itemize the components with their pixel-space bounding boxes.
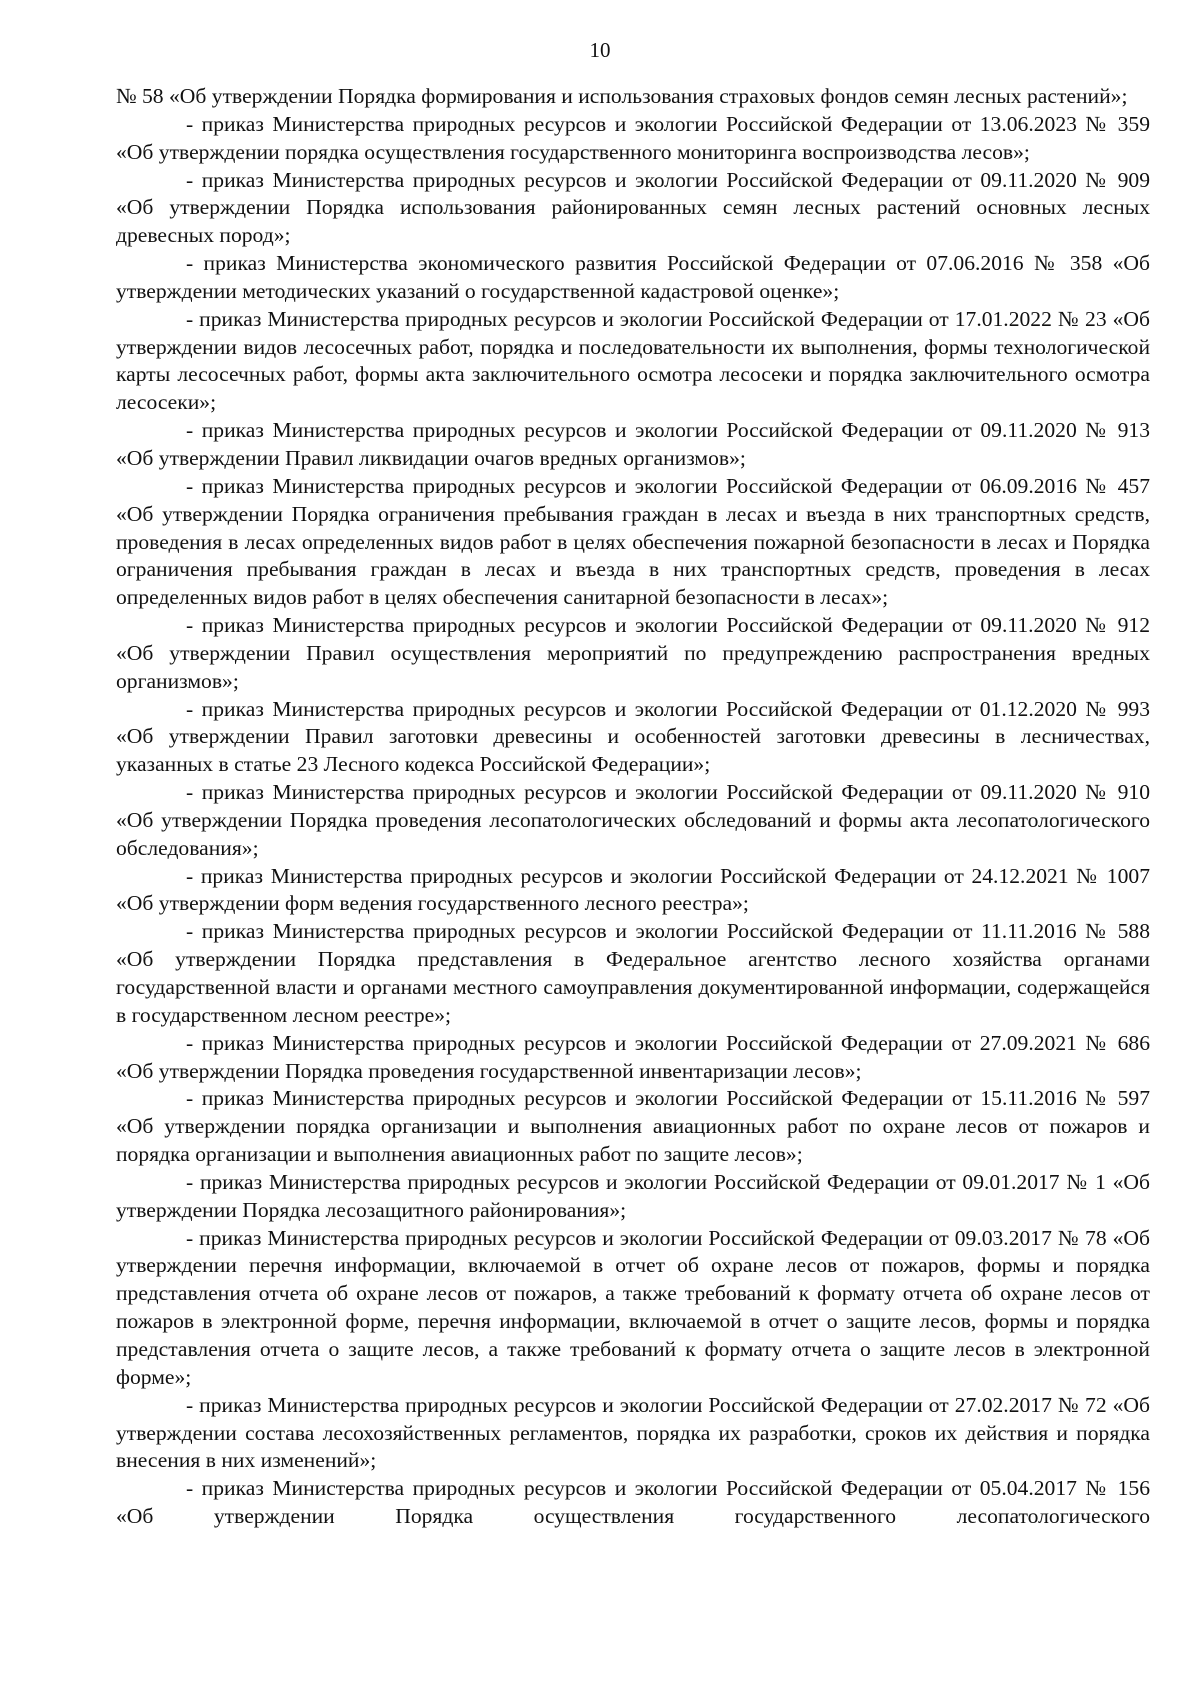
paragraph: - приказ Министерства природных ресурсов и экологии Российской Федерации от 11.11.2016 № 588 «Об утверждении Порядка представления в Федеральное агентство лесного хозяйства органами государственной власти и органами местного самоуправления документированной информации, содержащейся в государственном лесном реестре»; [116, 919, 1150, 1027]
document-body [116, 83, 1150, 1531]
paragraph: - приказ Министерства природных ресурсов и экологии Российской Федерации от 06.09.2016 № 457 «Об утверждении Порядка ограничения пребывания граждан в лесах и въезда в них транспортных средств, проведения в лесах определенных видов работ в целях обеспечения пожарной безопасности в лесах и Порядка ограничения пребывания граждан в лесах и въезда в них транспортных средств, проведения в лесах определенных видов работ в целях обеспечения санитарной безопасности в лесах»; [116, 473, 1150, 610]
paragraph: - приказ Министерства природных ресурсов и экологии Российской Федерации от 09.03.2017 № 78 «Об утверждении перечня информации, включаемой в отчет об охране лесов от пожаров, формы и порядка представления отчета об охране лесов от пожаров, а также требований к формату отчета об охране лесов от пожаров в электронной форме, перечня информации, включаемой в отчет о защите лесов, формы и порядка представления отчета о защите лесов, а также требований к формату отчета о защите лесов в электронной форме»; [116, 1225, 1150, 1389]
paragraph: - приказ Министерства природных ресурсов и экологии Российской Федерации от 27.09.2021 № 686 «Об утверждении Порядка проведения государственной инвентаризации лесов»; [116, 1030, 1150, 1083]
paragraph: № 58 «Об утверждении Порядка формирования и использования страховых фондов семян лесных растений»; [116, 84, 1128, 108]
page-number: 10 [589, 38, 611, 62]
paragraph: - приказ Министерства природных ресурсов и экологии Российской Федерации от 13.06.2023 № 359 «Об утверждении порядка осуществления государственного мониторинга воспроизводства лесов»; [116, 111, 1150, 164]
paragraph: - приказ Министерства природных ресурсов и экологии Российской Федерации от 09.01.2017 № 1 «Об утверждении Порядка лесозащитного районирования»; [116, 1169, 1150, 1222]
paragraph: - приказ Министерства природных ресурсов и экологии Российской Федерации от 05.04.2017 № 156 «Об утверждении Порядка осуществления государственного лесопатологического [116, 1476, 1150, 1529]
paragraph: - приказ Министерства природных ресурсов и экологии Российской Федерации от 17.01.2022 № 23 «Об утверждении видов лесосечных работ, порядка и последовательности их выполнения, формы технологической карты лесосечных работ, формы акта заключительного осмотра лесосеки и порядка заключительного осмотра лесосеки»; [116, 306, 1150, 415]
paragraph: - приказ Министерства природных ресурсов и экологии Российской Федерации от 09.11.2020 № 912 «Об утверждении Правил осуществления мероприятий по предупреждению распространения вредных организмов»; [116, 613, 1150, 693]
paragraph: - приказ Министерства природных ресурсов и экологии Российской Федерации от 01.12.2020 № 993 «Об утверждении Правил заготовки древесины и особенностей заготовки древесины в лесничествах, указанных в статье 23 Лесного кодекса Российской Федерации»; [116, 696, 1150, 777]
paragraph: - приказ Министерства природных ресурсов и экологии Российской Федерации от 27.02.2017 № 72 «Об утверждении состава лесохозяйственных регламентов, порядка их разработки, сроков их действия и порядка внесения в них изменений»; [116, 1392, 1150, 1473]
paragraph: - приказ Министерства природных ресурсов и экологии Российской Федерации от 09.11.2020 № 910 «Об утверждении Порядка проведения лесопатологических обследований и формы акта лесопатологического обследования»; [116, 780, 1150, 860]
paragraph: - приказ Министерства природных ресурсов и экологии Российской Федерации от 24.12.2021 № 1007 «Об утверждении форм ведения государственного лесного реестра»; [116, 863, 1150, 916]
paragraph: - приказ Министерства природных ресурсов и экологии Российской Федерации от 09.11.2020 № 913 «Об утверждении Правил ликвидации очагов вредных организмов»; [116, 418, 1150, 470]
paragraph: - приказ Министерства природных ресурсов и экологии Российской Федерации от 15.11.2016 № 597 «Об утверждении порядка организации и выполнения авиационных работ по охране лесов от пожаров и порядка организации и выполнения авиационных работ по защите лесов»; [116, 1086, 1150, 1167]
paragraph: - приказ Министерства экономического развития Российской Федерации от 07.06.2016 № 358 «Об утверждении методических указаний о государственной кадастровой оценке»; [116, 251, 1150, 303]
paragraph: - приказ Министерства природных ресурсов и экологии Российской Федерации от 09.11.2020 № 909 «Об утверждении Порядка использования районированных семян лесных растений основных лесных древесных пород»; [116, 167, 1150, 248]
